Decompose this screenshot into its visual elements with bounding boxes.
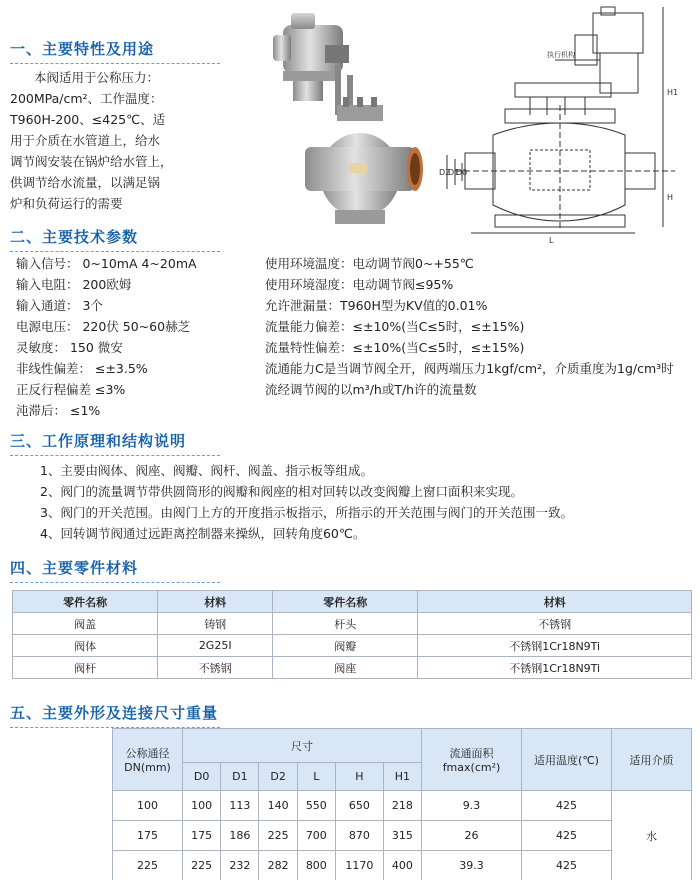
table-cell: 100: [113, 791, 183, 821]
table-cell: 阀瓣: [273, 635, 418, 657]
text-line: 输入通道： 3个: [16, 298, 103, 313]
params-left: [16, 253, 197, 421]
header-h1: H1: [383, 763, 421, 791]
text-line: 电源电压： 220伏 50~60赫芝: [16, 319, 191, 334]
text-line: 调节阀安装在锅炉给水管上，: [10, 154, 173, 169]
materials-header: 零件名称: [273, 591, 418, 613]
table-cell: 425: [522, 821, 612, 851]
text-line: 用于介质在水管道上，给水: [10, 133, 161, 148]
table-cell: 26: [422, 821, 522, 851]
table-cell: 650: [335, 791, 383, 821]
dimensions-table: [112, 728, 692, 880]
table-row: [13, 657, 692, 679]
text-line: 流量特性偏差：≤±10%(当C≤5时，≤±15%): [265, 340, 525, 355]
text-line: 200MPa/cm²、工作温度：: [10, 91, 163, 106]
actuator-label: 执行机构: [547, 51, 575, 59]
table-cell: 186: [221, 821, 259, 851]
table-row: [113, 821, 692, 851]
text-line: 3、阀门的开关范围。由阀门上方的开度指示板指示，所指示的开关范围与阀门的开关范围一致。: [40, 505, 573, 520]
header-l: L: [297, 763, 335, 791]
table-row: [113, 791, 692, 821]
table-cell: 阀杆: [13, 657, 158, 679]
table-cell: 1170: [335, 851, 383, 880]
intro-text: [10, 67, 195, 214]
table-row: [13, 613, 692, 635]
section-title-2: 二、主要技术参数: [10, 226, 138, 247]
dim-label-d1: D1: [448, 168, 460, 177]
table-cell: 铸钢: [158, 613, 273, 635]
table-cell: 225: [183, 851, 221, 880]
materials-header: 材料: [158, 591, 273, 613]
text-line: 输入信号： 0~10mA 4~20mA: [16, 256, 197, 271]
text-line: 炉和负荷运行的需要: [10, 196, 123, 211]
table-cell: 218: [383, 791, 421, 821]
materials-header: 零件名称: [13, 591, 158, 613]
medium-cell: 水: [612, 791, 692, 880]
materials-header-row: [13, 591, 692, 613]
table-row: [13, 635, 692, 657]
text-line: 灵敏度： 150 微安: [16, 340, 123, 355]
table-cell: 不锈钢: [158, 657, 273, 679]
text-line: 使用环境温度：电动调节阀0~+55℃: [265, 256, 474, 271]
table-cell: 700: [297, 821, 335, 851]
header-d1: D1: [221, 763, 259, 791]
table-cell: 800: [297, 851, 335, 880]
table-cell: 不锈钢1Cr18N9Ti: [418, 635, 692, 657]
text-line: 非线性偏差： ≤±3.5%: [16, 361, 148, 376]
table-cell: 阀座: [273, 657, 418, 679]
table-cell: 400: [383, 851, 421, 880]
technical-drawing: [435, 5, 697, 245]
valve-photo: [265, 5, 425, 230]
header-temp: 适用温度(℃): [522, 729, 612, 791]
table-cell: 175: [113, 821, 183, 851]
dim-label-l: L: [549, 236, 554, 245]
table-cell: 39.3: [422, 851, 522, 880]
text-line: 使用环境湿度：电动调节阀≤95%: [265, 277, 454, 292]
section-title-4: 四、主要零件材料: [10, 557, 138, 578]
table-cell: 282: [259, 851, 297, 880]
table-cell: 425: [522, 851, 612, 880]
text-line: 供调节给水流量，以满足锅: [10, 175, 161, 190]
table-cell: 225: [113, 851, 183, 880]
table-cell: 113: [221, 791, 259, 821]
header-medium: 适用介质: [612, 729, 692, 791]
table-cell: 225: [259, 821, 297, 851]
table-cell: 2G25I: [158, 635, 273, 657]
text-line: 1、主要由阀体、阀座、阀瓣、阀杆、阀盖、指示板等组成。: [40, 463, 373, 478]
header-size: 尺寸: [183, 729, 422, 763]
text-line: 允许泄漏量：T960H型为KV值的0.01%: [265, 298, 488, 313]
table-cell: 100: [183, 791, 221, 821]
text-line: 2、阀门的流量调节带供圆筒形的阀瓣和阀座的相对回转以改变阀瓣上窗口面积来实现。: [40, 484, 523, 499]
table-cell: 不锈钢: [418, 613, 692, 635]
table-row: [113, 851, 692, 880]
table-cell: 870: [335, 821, 383, 851]
text-line: 本阀适用于公称压力：: [34, 70, 160, 85]
section-title-3: 三、工作原理和结构说明: [10, 430, 186, 451]
text-line: 流经调节阀的以m³/h或T/h许的流量数: [265, 382, 477, 397]
table-cell: 9.3: [422, 791, 522, 821]
dim-label-h1: H1: [667, 88, 679, 97]
table-cell: 阀体: [13, 635, 158, 657]
table-cell: 315: [383, 821, 421, 851]
table-cell: 175: [183, 821, 221, 851]
materials-table: [12, 590, 692, 679]
section-title-5: 五、主要外形及连接尺寸重量: [10, 702, 218, 723]
table-cell: 232: [221, 851, 259, 880]
text-line: 流量能力偏差：≤±10%(当C≤5时，≤±15%): [265, 319, 525, 334]
header-dn: 公称通径 DN(mm): [113, 729, 183, 791]
table-cell: 阀盖: [13, 613, 158, 635]
text-line: 输入电阻： 200欧姆: [16, 277, 132, 292]
table-cell: 不锈钢1Cr18N9Ti: [418, 657, 692, 679]
text-line: 正反行程偏差 ≤3%: [16, 382, 126, 397]
table-cell: 140: [259, 791, 297, 821]
dim-label-d0: D0: [456, 168, 468, 177]
header-d0: D0: [183, 763, 221, 791]
header-h: H: [335, 763, 383, 791]
text-line: 4、回转调节阀通过远距离控制器来操纵，回转角度60℃。: [40, 526, 366, 541]
dim-label-h: H: [667, 193, 674, 202]
table-cell: 杆头: [273, 613, 418, 635]
text-line: T960H-200、≤425℃、适: [10, 112, 166, 127]
table-cell: 425: [522, 791, 612, 821]
text-line: 流通能力C是当调节阀全开，阀两端压力1kgf/cm²，介质重度为1g/cm³时: [265, 361, 674, 376]
section-title-1: 一、主要特性及用途: [10, 38, 154, 59]
params-right: [265, 253, 674, 400]
principle-list: [40, 460, 573, 544]
header-d2: D2: [259, 763, 297, 791]
table-cell: 550: [297, 791, 335, 821]
header-area: 流通面积fmax(cm²): [422, 729, 522, 791]
materials-header: 材料: [418, 591, 692, 613]
text-line: 沌滞后： ≤1%: [16, 403, 101, 418]
dim-label-d2: D2: [439, 168, 451, 177]
